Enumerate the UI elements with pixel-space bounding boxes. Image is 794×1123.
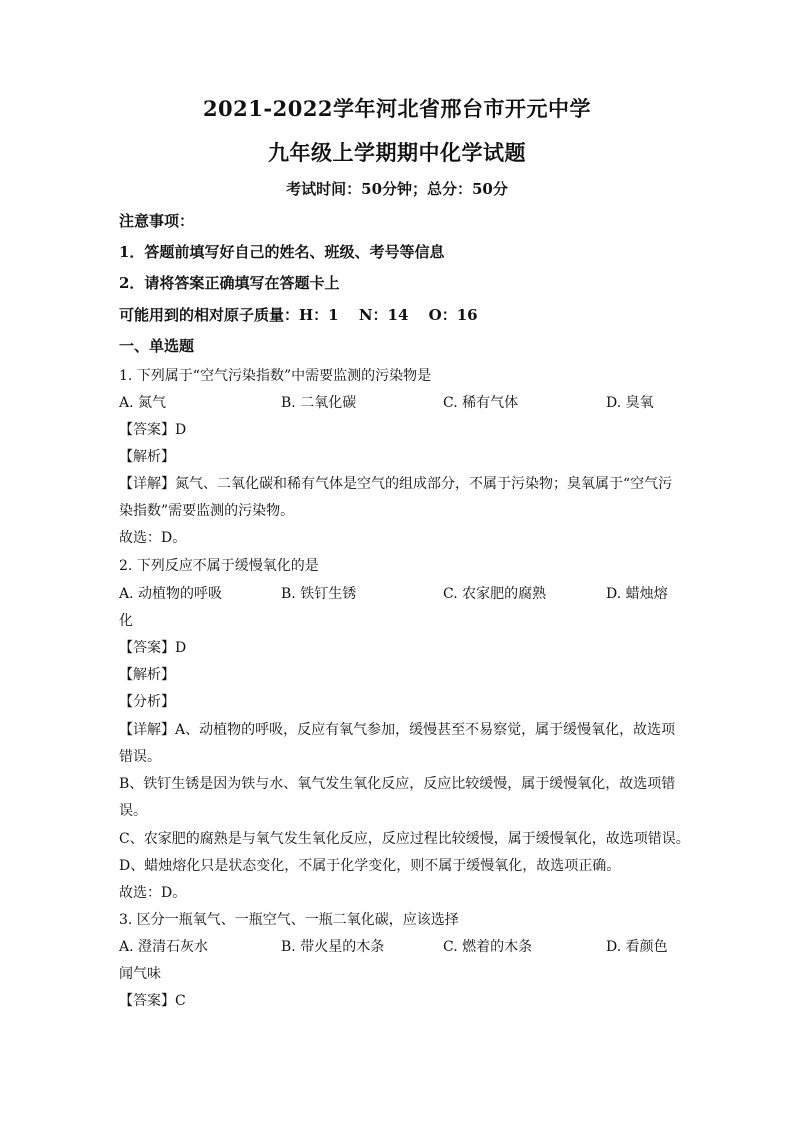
question-3-option-b: B. 带火星的木条 (281, 939, 385, 955)
question-2-detail-a-line-2: 错误。 (119, 749, 161, 765)
question-1-detail-line-1: 【详解】氮气、二氧化碳和稀有气体是空气的组成部分，不属于污染物；臭氧属于“空气污 (119, 476, 673, 492)
question-2-detail-b-line-1: B、铁钉生锈是因为铁与水、氧气发生氧化反应，反应比较缓慢，属于缓慢氧化，故选项错 (119, 776, 676, 792)
question-2-detail-b-line-2: 误。 (119, 803, 147, 819)
question-2-choose: 故选：D。 (119, 885, 187, 901)
question-3-option-c: C. 燃着的木条 (443, 939, 533, 955)
question-3-option-d: D. 看颜色 (606, 939, 668, 955)
atomic-mass-info: 可能用到的相对原子质量：H：1 N：14 O：16 (119, 306, 478, 324)
exam-info: 考试时间：50分钟；总分：50分 (286, 180, 508, 198)
notes-heading: 注意事项： (119, 212, 195, 230)
question-2-stem: 2. 下列反应不属于缓慢氧化的是 (119, 558, 319, 574)
section-heading: 一、单选题 (119, 337, 195, 355)
question-3-option-d-continued: 闻气味 (119, 966, 161, 982)
question-2-option-a: A. 动植物的呼吸 (119, 586, 223, 602)
question-1-choose: 故选：D。 (119, 530, 187, 546)
question-3-answer: 【答案】C (119, 993, 186, 1009)
question-2-option-d: D. 蜡烛熔 (606, 586, 668, 602)
question-2-analysis-label: 【解析】 (119, 667, 175, 683)
document-subtitle: 九年级上学期期中化学试题 (268, 140, 526, 165)
question-1-option-a: A. 氮气 (119, 395, 167, 411)
question-2-option-b: B. 铁钉生锈 (281, 586, 357, 602)
question-2-answer: 【答案】D (119, 640, 187, 656)
question-2-detail-a-line-1: 【详解】A、动植物的呼吸，反应有氧气参加，缓慢甚至不易察觉，属于缓慢氧化，故选项 (119, 722, 676, 738)
question-1-option-b: B. 二氧化碳 (281, 395, 357, 411)
question-1-detail-line-2: 染指数”需要监测的污染物。 (119, 503, 295, 519)
question-3-stem: 3. 区分一瓶氧气、一瓶空气、一瓶二氧化碳，应该选择 (119, 912, 459, 928)
question-2-fenxi-label: 【分析】 (119, 694, 175, 710)
question-1-stem: 1. 下列属于“空气污染指数”中需要监测的污染物是 (119, 368, 432, 384)
question-2-option-c: C. 农家肥的腐熟 (443, 586, 547, 602)
question-1-option-d: D. 臭氧 (606, 395, 654, 411)
document-title: 2021-2022学年河北省邢台市开元中学 (202, 96, 592, 121)
question-3-option-a: A. 澄清石灰水 (119, 939, 209, 955)
notes-item-2: 2．请将答案正确填写在答题卡上 (119, 274, 340, 292)
question-1-analysis-label: 【解析】 (119, 449, 175, 465)
question-2-option-d-continued: 化 (119, 613, 133, 629)
question-2-detail-d: D、蜡烛熔化只是状态变化，不属于化学变化，则不属于缓慢氧化，故选项正确。 (119, 858, 621, 874)
question-1-answer: 【答案】D (119, 422, 187, 438)
question-2-detail-c: C、农家肥的腐熟是与氧气发生氧化反应，反应过程比较缓慢，属于缓慢氧化，故选项错误。 (119, 831, 690, 847)
notes-item-1: 1．答题前填写好自己的姓名、班级、考号等信息 (119, 243, 445, 261)
question-1-option-c: C. 稀有气体 (443, 395, 519, 411)
